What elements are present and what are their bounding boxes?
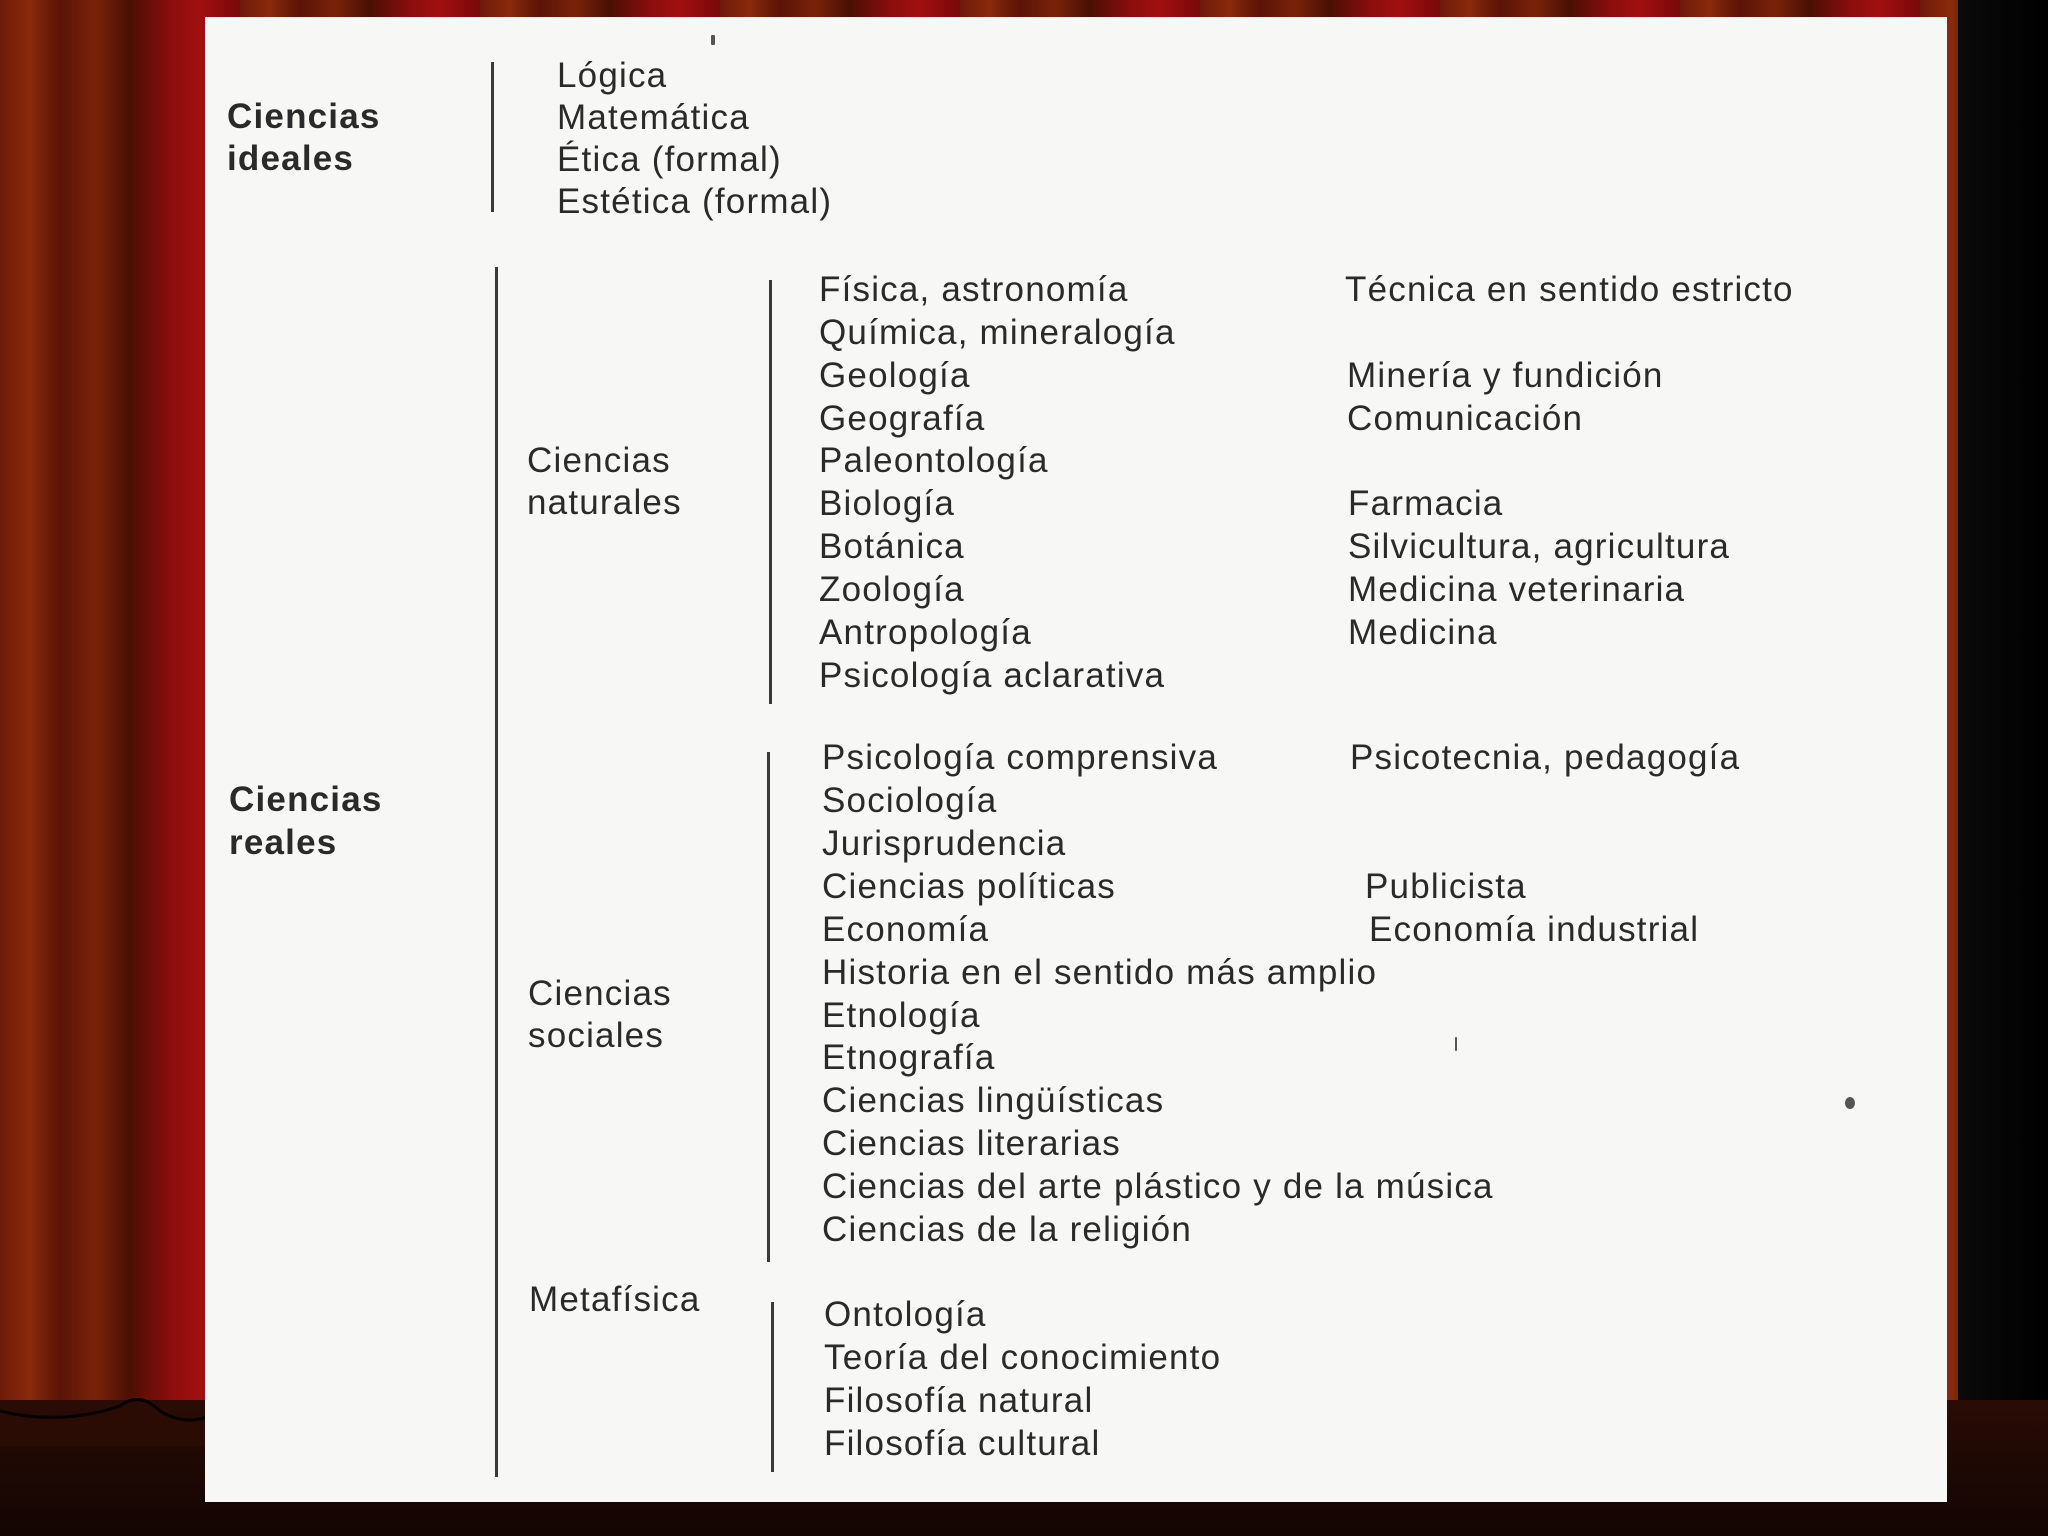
naturales-applied: Silvicultura, agricultura bbox=[1348, 527, 1731, 566]
sociales-applied: Psicotecnia, pedagogía bbox=[1350, 738, 1741, 777]
ideales-label-line1: Ciencias bbox=[227, 97, 381, 136]
sociales-science: Psicología comprensiva bbox=[822, 738, 1219, 777]
ideales-item: Matemática bbox=[557, 98, 750, 137]
sociales-bracket bbox=[767, 752, 770, 1262]
sociales-science: Ciencias lingüísticas bbox=[822, 1081, 1165, 1120]
naturales-applied: Medicina bbox=[1348, 613, 1498, 652]
scan-speck bbox=[711, 35, 715, 45]
scan-speck bbox=[1845, 1097, 1855, 1109]
metafisica-bracket bbox=[771, 1302, 774, 1472]
reales-label-line1: Ciencias bbox=[229, 780, 383, 819]
ideales-label-line2: ideales bbox=[227, 139, 355, 178]
sociales-science: Etnología bbox=[822, 996, 981, 1035]
sociales-applied: Economía industrial bbox=[1369, 910, 1700, 949]
ideales-bracket bbox=[491, 62, 494, 212]
ideales-item: Lógica bbox=[557, 56, 668, 95]
metafisica-label: Metafísica bbox=[529, 1280, 701, 1319]
naturales-science: Zoología bbox=[819, 570, 965, 609]
sociales-science: Sociología bbox=[822, 781, 998, 820]
naturales-science: Geografía bbox=[819, 399, 986, 438]
naturales-applied: Medicina veterinaria bbox=[1348, 570, 1686, 609]
naturales-science: Botánica bbox=[819, 527, 965, 566]
classification-sheet bbox=[205, 17, 1947, 1502]
sociales-label-line2: sociales bbox=[528, 1016, 665, 1055]
sociales-science: Ciencias del arte plástico y de la música bbox=[822, 1167, 1494, 1206]
naturales-applied: Farmacia bbox=[1348, 484, 1504, 523]
naturales-label-line1: Ciencias bbox=[527, 441, 671, 480]
sociales-label-line1: Ciencias bbox=[528, 974, 672, 1013]
metafisica-item: Ontología bbox=[824, 1295, 987, 1334]
naturales-science: Química, mineralogía bbox=[819, 313, 1176, 352]
metafisica-item: Filosofía cultural bbox=[824, 1424, 1101, 1463]
sociales-science: Historia en el sentido más amplio bbox=[822, 953, 1378, 992]
sociales-science: Jurisprudencia bbox=[822, 824, 1067, 863]
sociales-science: Ciencias políticas bbox=[822, 867, 1116, 906]
naturales-science: Biología bbox=[819, 484, 956, 523]
naturales-bracket bbox=[769, 280, 772, 704]
naturales-applied: Técnica en sentido estricto bbox=[1345, 270, 1794, 309]
reales-label-line2: reales bbox=[229, 823, 338, 862]
reales-bracket bbox=[495, 267, 498, 1477]
sociales-science: Economía bbox=[822, 910, 990, 949]
sociales-science: Etnografía bbox=[822, 1038, 996, 1077]
sociales-science: Ciencias de la religión bbox=[822, 1210, 1193, 1249]
naturales-science: Psicología aclarativa bbox=[819, 656, 1166, 695]
naturales-science: Antropología bbox=[819, 613, 1032, 652]
sociales-science: Ciencias literarias bbox=[822, 1124, 1122, 1163]
ideales-item: Estética (formal) bbox=[557, 182, 833, 221]
naturales-applied: Comunicación bbox=[1347, 399, 1584, 438]
naturales-science: Geología bbox=[819, 356, 971, 395]
metafisica-item: Teoría del conocimiento bbox=[824, 1338, 1222, 1377]
naturales-science: Paleontología bbox=[819, 441, 1049, 480]
naturales-applied: Minería y fundición bbox=[1347, 356, 1664, 395]
naturales-science: Física, astronomía bbox=[819, 270, 1129, 309]
sociales-applied: Publicista bbox=[1365, 867, 1527, 906]
curtain-shadow-right bbox=[1958, 0, 2048, 1536]
metafisica-item: Filosofía natural bbox=[824, 1381, 1094, 1420]
scan-speck bbox=[1455, 1037, 1457, 1051]
ideales-item: Ética (formal) bbox=[557, 140, 782, 179]
naturales-label-line2: naturales bbox=[527, 483, 682, 522]
curtain-tieback-icon bbox=[0, 1386, 210, 1446]
